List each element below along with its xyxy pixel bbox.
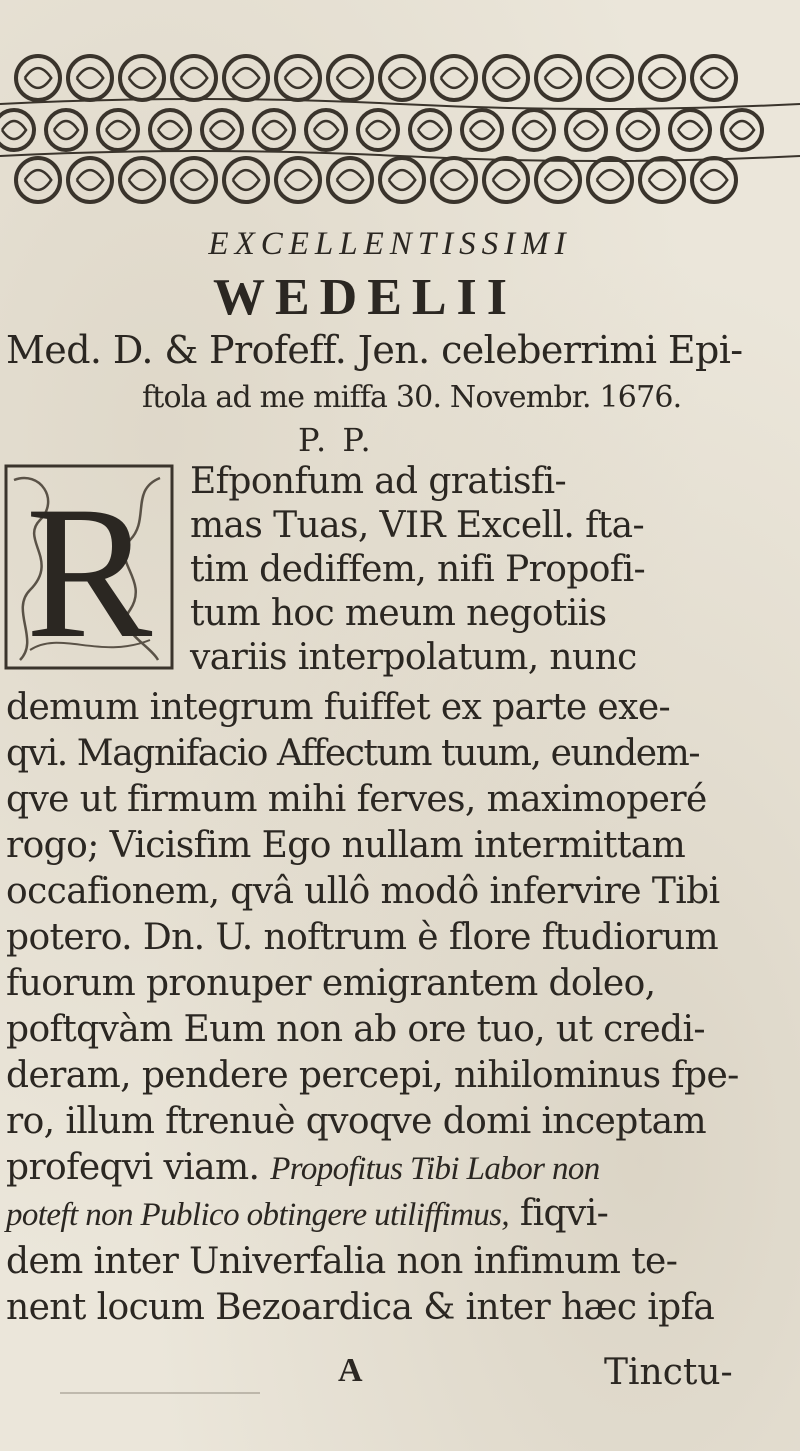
ornament-knot [670, 110, 710, 150]
ornament-knot [640, 56, 684, 100]
body-line: qve ut firmum mihi ferves, maximoperé [6, 779, 707, 820]
body-line: demum integrum fuiffet ex parte exe- [6, 687, 671, 728]
ornament-knot [588, 158, 632, 202]
ornament-knot [328, 56, 372, 100]
ornament-leaf [493, 68, 519, 88]
decorated-initial-r-icon [0, 460, 178, 674]
ornament-leaf [129, 170, 155, 190]
ornament-leaf [337, 170, 363, 190]
ornament-leaf [701, 68, 727, 88]
ornament-leaf [181, 68, 207, 88]
ornament-leaf [158, 121, 182, 139]
ornament-leaf [2, 121, 26, 139]
body-line-mixed [6, 1192, 608, 1237]
italic-text: Propofitus Tibi Labor non [270, 1151, 600, 1187]
ornament-knot [484, 56, 528, 100]
ornament-leaf [441, 68, 467, 88]
ornament-leaf [77, 170, 103, 190]
ornament-leaf [337, 68, 363, 88]
ornament-leaf [522, 121, 546, 139]
ornament-knot [120, 158, 164, 202]
roman-text: profeqvi viam. [6, 1147, 260, 1188]
ornament-knot [484, 158, 528, 202]
ornament-leaf [470, 121, 494, 139]
body-line: Efponfum ad gratisfi- [190, 461, 567, 502]
ornament-leaf [25, 170, 51, 190]
ornament-knot [380, 56, 424, 100]
body-line: rogo; Vicisfim Ego nullam intermittam [6, 825, 686, 866]
ornament-leaf [262, 121, 286, 139]
ornament-leaf [233, 68, 259, 88]
body-line: nent locum Bezoardica & inter hæc ipfa [6, 1287, 715, 1328]
ornament-leaf [418, 121, 442, 139]
woodcut-ornament-band-icon [0, 48, 800, 210]
ornament-leaf [626, 121, 650, 139]
body-line: mas Tuas, VIR Excell. fta- [190, 505, 645, 546]
ornament-knot [692, 158, 736, 202]
ornament-knot [254, 110, 294, 150]
ornament-knot [588, 56, 632, 100]
ornament-knot [276, 158, 320, 202]
ornament-knot [692, 56, 736, 100]
catchword: Tinctu- [604, 1352, 733, 1393]
divider [60, 1392, 260, 1394]
ornament-leaf [285, 170, 311, 190]
ornament-knot [722, 110, 762, 150]
ornament-leaf [730, 121, 754, 139]
ornament-leaf [233, 170, 259, 190]
subtitle-line-2: ftola ad me miffa 30. Novembr. 1676. [142, 380, 682, 415]
ornament-knot [120, 56, 164, 100]
ornament-knot [640, 158, 684, 202]
ornament-knot [224, 158, 268, 202]
ornament-knot [462, 110, 502, 150]
initial-letter: R [25, 468, 153, 674]
ornament-leaf [493, 170, 519, 190]
body-line: deram, pendere percepi, nihilominus fpe- [6, 1055, 739, 1096]
ornament-knot [536, 56, 580, 100]
body-line: tim dediffem, nifi Propofi- [190, 549, 646, 590]
ornament-leaf [210, 121, 234, 139]
ornament-leaf [314, 121, 338, 139]
body-line: tum hoc meum negotiis [190, 593, 607, 634]
subtitle-line-1: Med. D. & Profeff. Jen. celeberrimi Epi- [6, 328, 743, 372]
ornament-leaf [441, 170, 467, 190]
ornament-leaf [574, 121, 598, 139]
ornament-leaf [106, 121, 130, 139]
ornament-knot [68, 56, 112, 100]
ornament-knot [514, 110, 554, 150]
ornament-knot [328, 158, 372, 202]
body-line: ro, illum ftrenuè qvoqve domi inceptam [6, 1101, 706, 1142]
body-line: potero. Dn. U. noftrum è flore ftudiorum [6, 917, 719, 958]
ornament-knot [432, 158, 476, 202]
signature-mark: A [338, 1352, 363, 1389]
heading-wedelii: WEDELII [212, 269, 518, 326]
ornament-knot [536, 158, 580, 202]
ornament-leaf [181, 170, 207, 190]
ornament-knot [566, 110, 606, 150]
subtitle-line-3: P. P. [298, 421, 374, 459]
ornament-knot [98, 110, 138, 150]
heading-excellentissimi: EXCELLENTISSIMI [208, 226, 572, 262]
ornament-knot [0, 110, 34, 150]
ornament-leaf [285, 68, 311, 88]
ornament-knot [172, 158, 216, 202]
ornament-knot [358, 110, 398, 150]
ornament-knot [16, 56, 60, 100]
roman-text: fiqvi- [519, 1193, 609, 1234]
body-line: fuorum pronuper emigrantem doleo, [6, 963, 656, 1004]
body-line: qvi. Magnifacio Affectum tuum, eundem- [6, 733, 700, 774]
ornament-leaf [25, 68, 51, 88]
ornament-knot [410, 110, 450, 150]
ornament-leaf [597, 68, 623, 88]
ornament-leaf [701, 170, 727, 190]
ornament-leaf [129, 68, 155, 88]
ornament-leaf [366, 121, 390, 139]
ornament-leaf [389, 170, 415, 190]
body-line: variis interpolatum, nunc [190, 637, 637, 678]
ornament-leaf [54, 121, 78, 139]
ornament-leaf [597, 170, 623, 190]
ornament-knot [46, 110, 86, 150]
ornament-leaf [649, 68, 675, 88]
body-line-mixed [6, 1146, 600, 1191]
ornament-knot [172, 56, 216, 100]
body-line: poftqvàm Eum non ab ore tuo, ut credi- [6, 1009, 705, 1050]
ornament-knot [380, 158, 424, 202]
ornament-knot [150, 110, 190, 150]
ornament-leaf [545, 68, 571, 88]
ornament-leaf [77, 68, 103, 88]
ornament-leaf [545, 170, 571, 190]
body-line: occafionem, qvâ ullô modô infervire Tibi [6, 871, 720, 912]
ornament-leaf [678, 121, 702, 139]
ornament-knot [202, 110, 242, 150]
ornament-knot [432, 56, 476, 100]
ornament-knot [16, 158, 60, 202]
ornament-leaf [389, 68, 415, 88]
ornament-knot [306, 110, 346, 150]
body-line: dem inter Univerfalia non infimum te- [6, 1241, 678, 1282]
ornament-knot [224, 56, 268, 100]
ornament-leaf [649, 170, 675, 190]
italic-text: poteft non Publico obtingere utiliffimus, [6, 1197, 510, 1233]
ornament-knot [276, 56, 320, 100]
ornament-knot [68, 158, 112, 202]
ornament-knot [618, 110, 658, 150]
